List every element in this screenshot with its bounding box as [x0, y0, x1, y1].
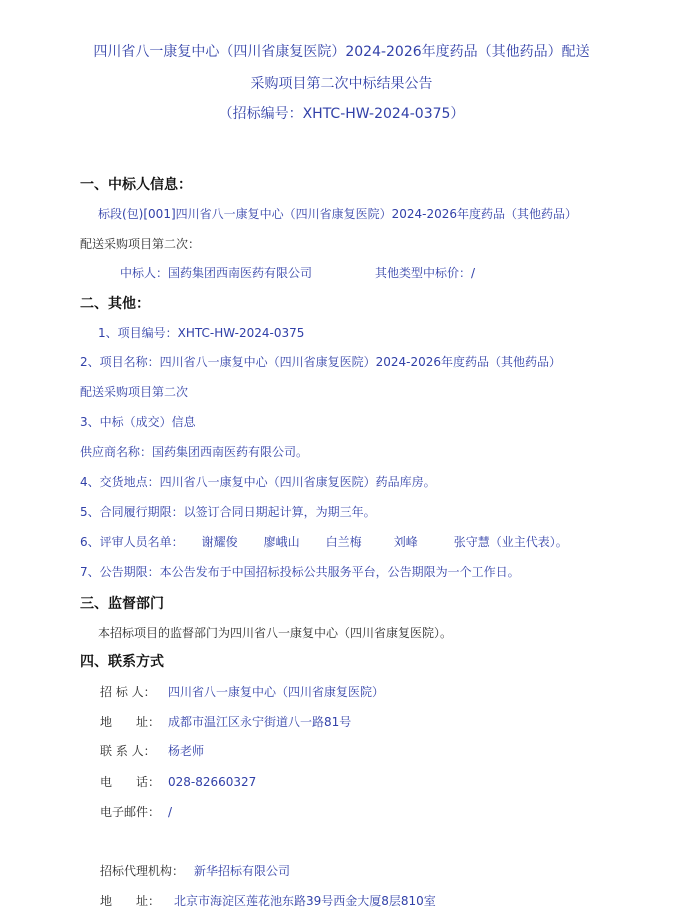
tenderer-label: 招 标 人： — [100, 685, 156, 699]
section-supervision-heading: 三、监督部门 — [80, 596, 164, 612]
award-info-label: 3、中标（成交）信息 — [80, 415, 196, 429]
title-line-1: 四川省八一康复中心（四川省康复医院）2024-2026年度药品（其他药品）配送 — [93, 44, 590, 60]
reviewers-label: 6、评审人员名单： — [80, 535, 184, 549]
delivery-location: 4、交货地点：四川省八一康复中心（四川省康复医院）药品库房。 — [80, 475, 436, 489]
tender-number: （招标编号：XHTC-HW-2024-0375） — [218, 106, 465, 122]
email-label: 电子邮件： — [100, 805, 161, 819]
agency-address-label: 地 址： — [100, 894, 161, 908]
address-label: 地 址： — [100, 715, 161, 729]
reviewer-name: 谢耀俊 — [201, 535, 238, 549]
contact-label: 联 系 人： — [100, 744, 156, 758]
address-value: 成都市温江区永宁街道八一路81号 — [168, 715, 352, 729]
section-winner-heading: 一、中标人信息： — [80, 177, 192, 193]
section-other-heading: 二、其他： — [80, 296, 150, 312]
contact-value: 杨老师 — [168, 744, 205, 758]
section-contact-heading: 四、联系方式 — [80, 654, 164, 670]
project-name-line-1: 2、项目名称：四川省八一康复中心（四川省康复医院）2024-2026年度药品（其他药品） — [80, 355, 562, 369]
reviewer-name: 张守慧（业主代表）。 — [453, 535, 568, 549]
lot-line-1: 标段(包)[001]四川省八一康复中心（四川省康复医院）2024-2026年度药品（其他药品） — [98, 207, 578, 221]
reviewer-name: 白兰梅 — [325, 535, 362, 549]
contract-period: 5、合同履行期限：以签订合同日期起计算，为期三年。 — [80, 505, 376, 519]
phone-label: 电 话： — [100, 775, 161, 789]
supplier-name: 供应商名称：国药集团西南医药有限公司。 — [80, 445, 309, 459]
project-number: 1、项目编号：XHTC-HW-2024-0375 — [98, 326, 305, 340]
winner-name: 中标人：国药集团西南医药有限公司 — [120, 266, 313, 280]
email-value: / — [168, 805, 173, 819]
agency-address-value: 北京市海淀区莲花池东路39号西金大厦8层810室 — [174, 894, 436, 908]
reviewer-name: 刘峰 — [393, 535, 418, 549]
reviewers-line — [80, 533, 568, 551]
announcement-period: 7、公告期限：本公告发布于中国招标投标公共服务平台，公告期限为一个工作日。 — [80, 565, 520, 579]
project-name-line-2: 配送采购项目第二次 — [80, 385, 189, 399]
title-line-2: 采购项目第二次中标结果公告 — [250, 76, 433, 92]
tenderer-value: 四川省八一康复中心（四川省康复医院） — [168, 685, 385, 699]
agency-label: 招标代理机构： — [100, 864, 185, 878]
lot-line-2: 配送采购项目第二次： — [80, 237, 201, 251]
reviewer-name: 廖峨山 — [263, 535, 300, 549]
phone-value: 028-82660327 — [168, 775, 257, 789]
agency-value: 新华招标有限公司 — [194, 864, 291, 878]
supervision-text: 本招标项目的监督部门为四川省八一康复中心（四川省康复医院）。 — [98, 626, 453, 640]
winning-price: 其他类型中标价：/ — [375, 266, 476, 280]
